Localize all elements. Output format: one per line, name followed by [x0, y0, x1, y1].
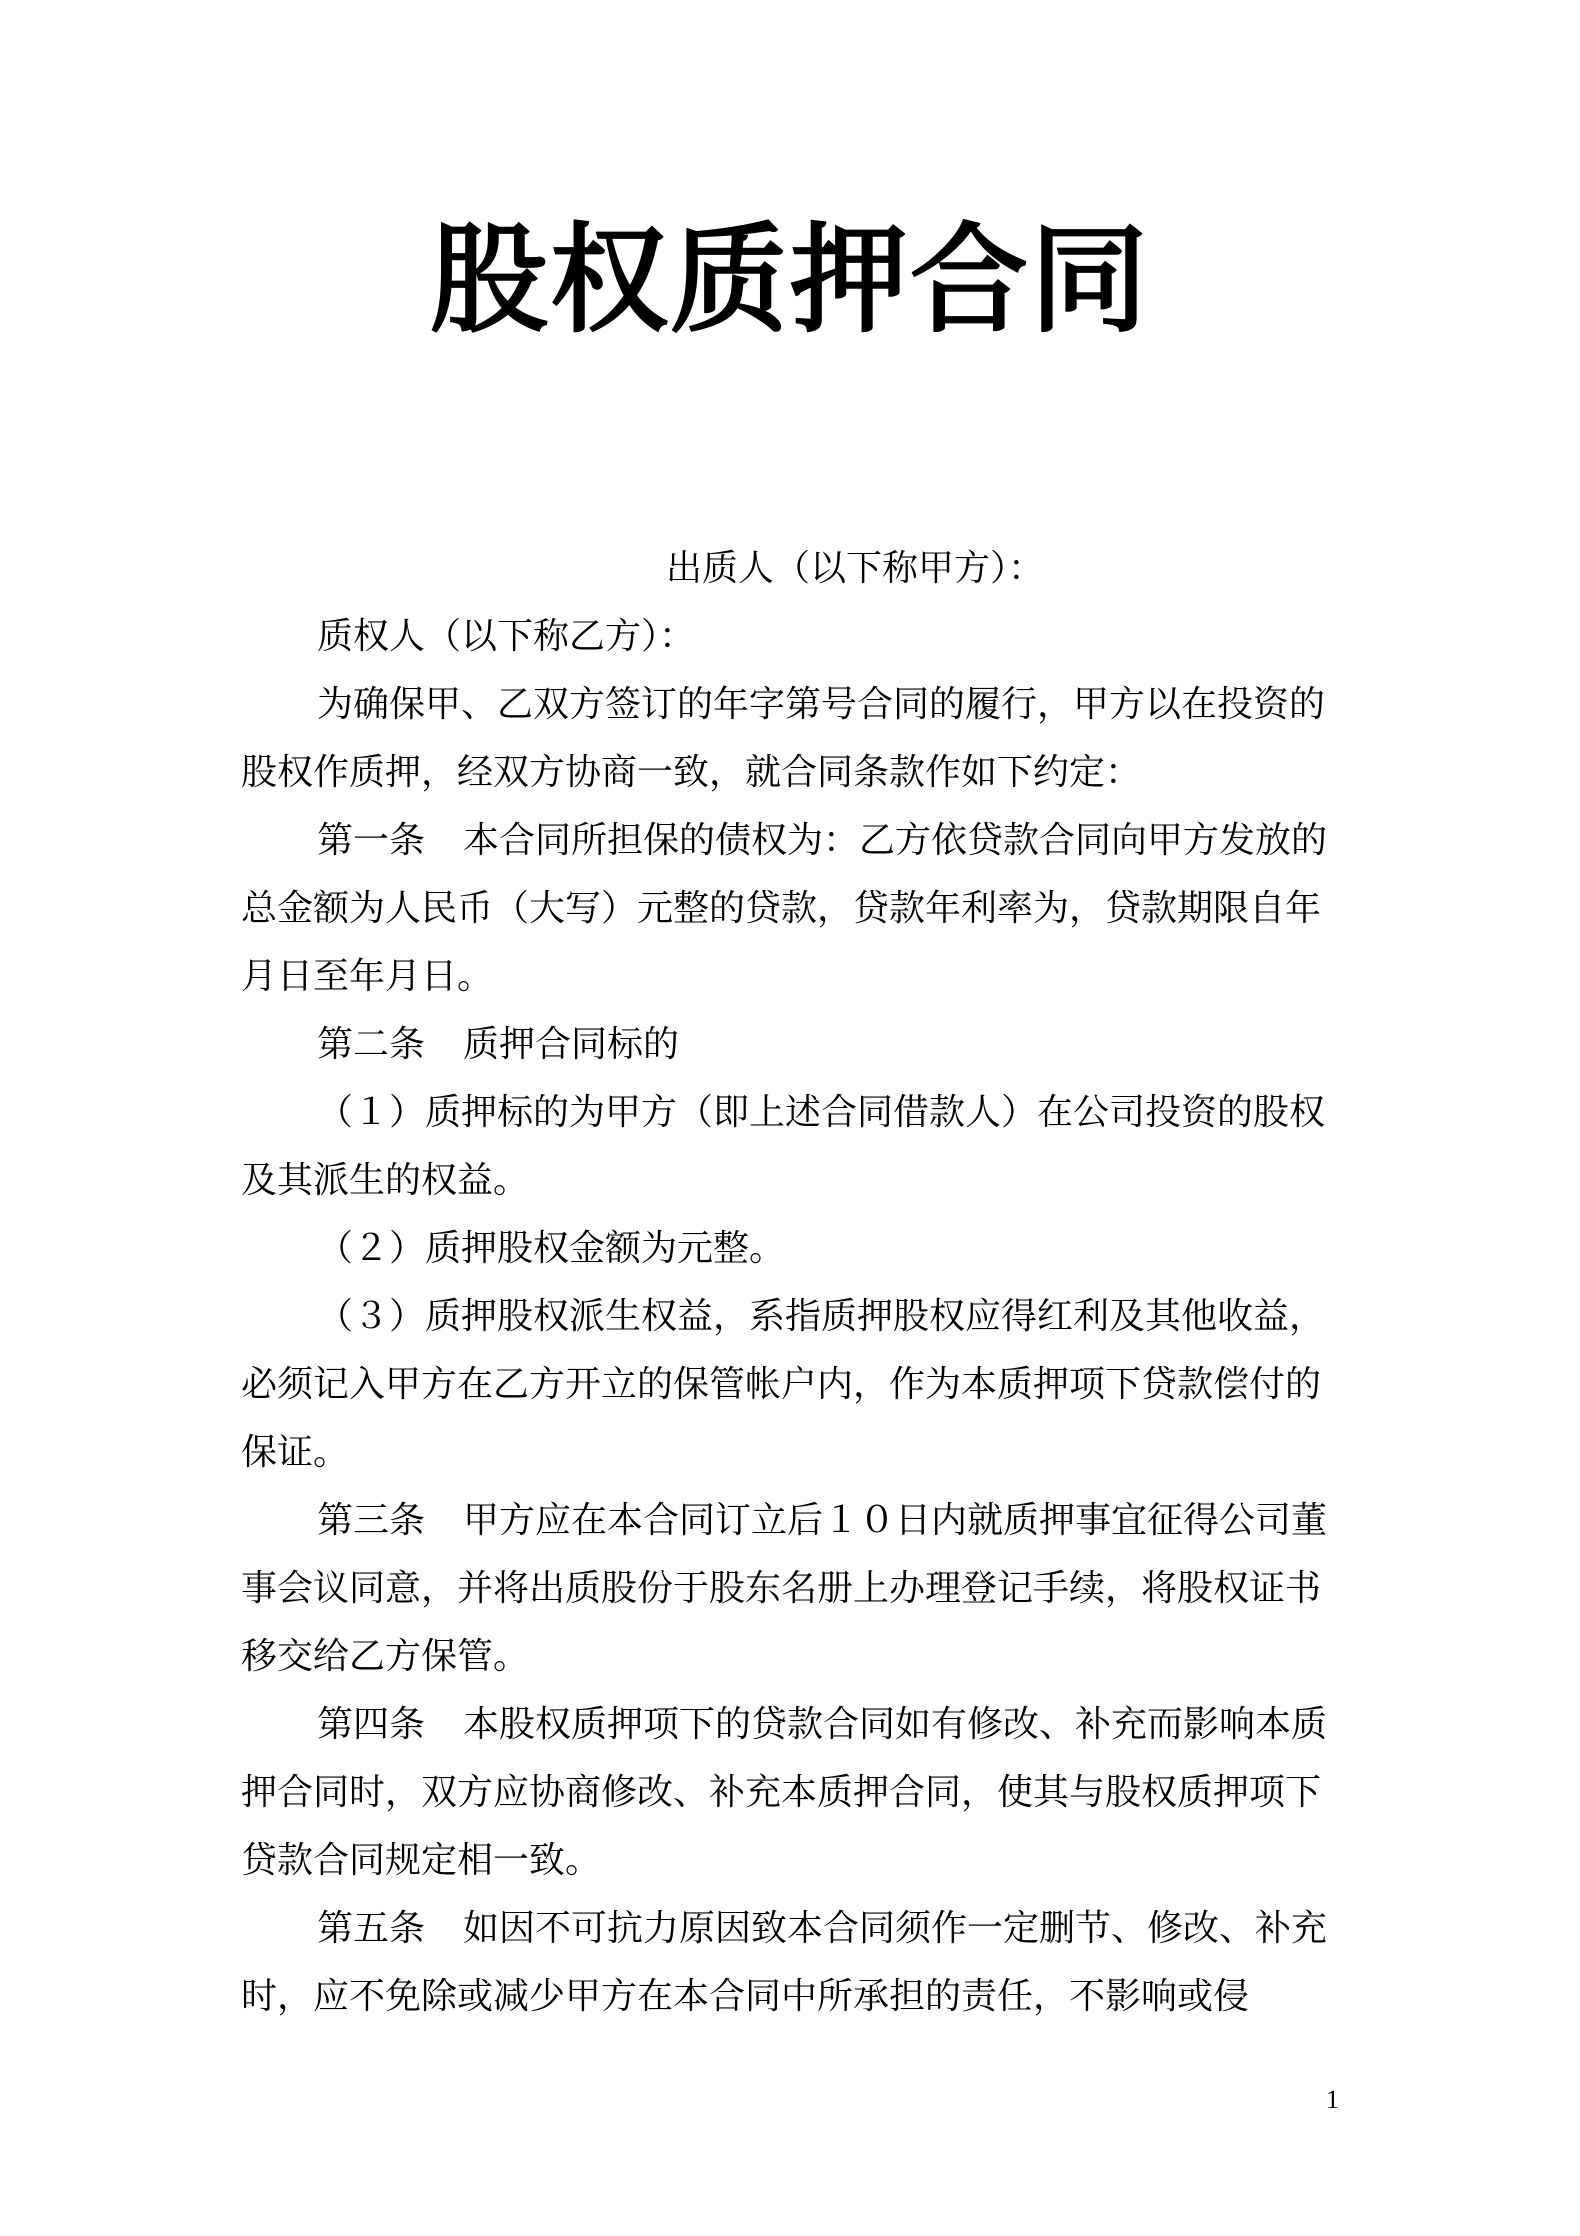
- article-2-item-3: （３）质押股权派生权益，系指质押股权应得红利及其他收益，必须记入甲方在乙方开立的保管帐户内，作为本质押项下贷款偿付的保证。: [241, 1296, 1326, 1473]
- article-2-paragraph: [241, 1011, 1341, 1079]
- preamble-paragraph: 为确保甲、乙双方签订的年字第号合同的履行，甲方以在投资的股权作质押，经双方协商一致，就合同条款作如下约定：: [241, 684, 1326, 793]
- article-4-text: 本股权质押项下的贷款合同如有修改、补充而影响本质押合同时，双方应协商修改、补充本质押合同，使其与股权质押项下贷款合同规定相一致。: [241, 1704, 1328, 1881]
- pledgor-line: 出质人（以下称甲方）：: [666, 548, 1045, 589]
- article-4-paragraph: [241, 1691, 1341, 1895]
- article-2-text: 质押合同标的: [463, 1024, 680, 1065]
- article-5-text: 如因不可抗力原因致本合同须作一定删节、修改、补充时，应不免除或减少甲方在本合同中所承担的责任，不影响或侵: [241, 1908, 1328, 2017]
- article-2-item-1: （１）质押标的为甲方（即上述合同借款人）在公司投资的股权及其派生的权益。: [241, 1092, 1326, 1201]
- article-3-number: 第三条: [317, 1500, 426, 1541]
- pledgee-line: 质权人（以下称乙方）：: [317, 616, 696, 657]
- article-1-number: 第一条: [317, 820, 426, 861]
- article-5-paragraph: [241, 1895, 1341, 2031]
- document-title: 股权质押合同: [429, 211, 1150, 349]
- page-number: 1: [1326, 2085, 1339, 2114]
- article-5-number: 第五条: [317, 1908, 426, 1949]
- article-1-paragraph: [241, 807, 1341, 1011]
- article-3-text: 甲方应在本合同订立后１０日内就质押事宜征得公司董事会议同意，并将出质股份于股东名册上办理登记手续，将股权证书移交给乙方保管。: [241, 1500, 1328, 1677]
- article-2-item-2: （２）质押股权金额为元整。: [317, 1228, 786, 1269]
- article-1-text: 本合同所担保的债权为：乙方依贷款合同向甲方发放的总金额为人民币（大写）元整的贷款，贷款年利率为，贷款期限自年月日至年月日。: [241, 820, 1328, 997]
- article-2-number: 第二条: [317, 1024, 426, 1065]
- article-3-paragraph: [241, 1487, 1341, 1691]
- article-4-number: 第四条: [317, 1704, 426, 1745]
- document-body: [241, 535, 1341, 2031]
